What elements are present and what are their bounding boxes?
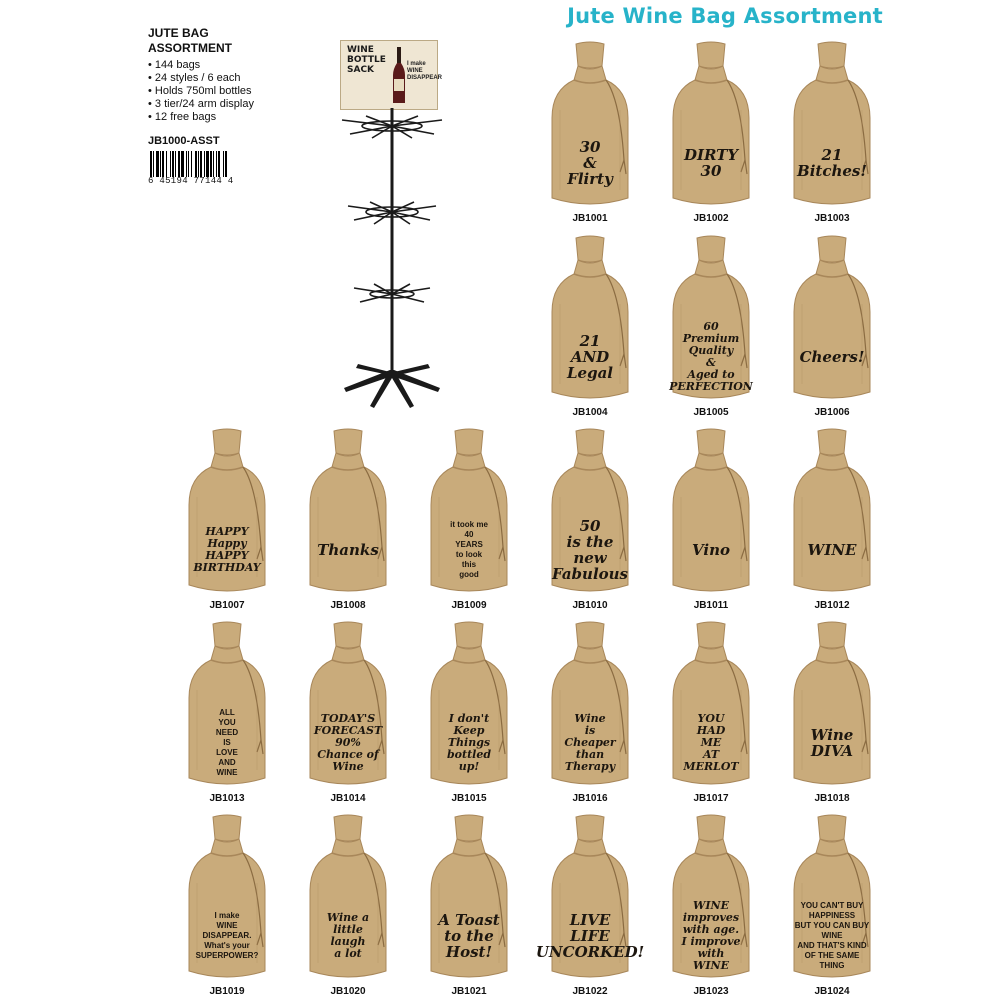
feature-item: • 24 styles / 6 each — [148, 72, 308, 85]
page-title: Jute Wine Bag Assortment — [567, 4, 883, 28]
bag-print: 60 Premium Quality & Aged to PERFECTION — [669, 320, 753, 393]
bag-print: Wine DIVA — [810, 726, 854, 760]
bag-print: ALL YOU NEED IS LOVE AND WINE — [215, 708, 239, 777]
bag-card — [661, 427, 761, 617]
feature-item: • Holds 750ml bottles — [148, 85, 308, 98]
bag-card — [661, 620, 761, 810]
poster-title: WINE BOTTLE SACK — [347, 45, 386, 75]
bag-sku-label: JB1018 — [814, 793, 850, 804]
bag-print: I make WINE DISAPPEAR. What's your SUPERPOWER? — [195, 911, 259, 960]
bag-sku-label: JB1015 — [451, 793, 487, 804]
bag-sku-label: JB1020 — [330, 986, 366, 997]
info-heading — [148, 26, 308, 56]
bag-print: Thanks — [317, 541, 379, 559]
bag-card — [782, 234, 882, 424]
bag-card — [661, 813, 761, 1003]
bag-sku-label: JB1013 — [209, 793, 245, 804]
bag-sku-label: JB1008 — [330, 600, 366, 611]
bag-card — [177, 620, 277, 810]
bag-sku-label: JB1016 — [572, 793, 608, 804]
bag-print: DIRTY 30 — [683, 146, 739, 180]
bag-sku-label: JB1022 — [572, 986, 608, 997]
bag-card — [782, 813, 882, 1003]
spinner-rack-icon — [336, 108, 448, 408]
bag-print: I don't Keep Things bottled up! — [446, 712, 492, 773]
bag-card — [298, 620, 398, 810]
bag-sku-label: JB1005 — [693, 407, 729, 418]
bag-print: HAPPY Happy HAPPY BIRTHDAY — [193, 525, 261, 574]
bag-sku-label: JB1019 — [209, 986, 245, 997]
bag-card — [419, 620, 519, 810]
bag-card — [177, 813, 277, 1003]
bag-print: Vino — [692, 541, 730, 559]
bag-card — [419, 427, 519, 617]
bag-print: YOU HAD ME AT MERLOT — [683, 712, 739, 773]
bag-sku-label: JB1024 — [814, 986, 850, 997]
bag-print: 30 & Flirty — [567, 138, 613, 188]
bag-card — [540, 234, 640, 424]
feature-item: • 3 tier/24 arm display — [148, 98, 308, 111]
bag-sku-label: JB1023 — [693, 986, 729, 997]
bag-card — [782, 427, 882, 617]
bag-print: WINE improves with age. I improve with WINE — [681, 899, 741, 972]
bag-card — [298, 813, 398, 1003]
bag-print: Wine a little laugh a lot — [326, 911, 370, 960]
bag-print: 21 Bitches! — [797, 146, 867, 180]
info-heading-line1: JUTE BAG — [148, 26, 209, 40]
bag-print: YOU CAN'T BUY HAPPINESS BUT YOU CAN BUY WINE AND THAT'S KIND OF THE SAME THING — [794, 901, 870, 970]
bag-sku-label: JB1021 — [451, 986, 487, 997]
bag-sku-label: JB1009 — [451, 600, 487, 611]
bag-print: Cheers! — [799, 348, 865, 366]
bag-sku-label: JB1004 — [572, 407, 608, 418]
bag-sku-label: JB1017 — [693, 793, 729, 804]
wine-bottle-icon — [393, 47, 405, 103]
bag-card — [782, 40, 882, 230]
display-rack — [336, 38, 448, 410]
bag-print: Wine is Cheaper than Therapy — [564, 712, 616, 773]
feature-item: • 12 free bags — [148, 111, 308, 124]
bag-card — [661, 234, 761, 424]
feature-item: • 144 bags — [148, 59, 308, 72]
assortment-sku: JB1000-ASST — [148, 135, 220, 147]
assortment-info — [148, 26, 308, 186]
bag-sku-label: JB1014 — [330, 793, 366, 804]
bag-print: it took me 40 YEARS to look this good — [450, 520, 488, 579]
bag-card — [419, 813, 519, 1003]
bag-print: TODAY'S FORECAST 90% Chance of Wine — [313, 712, 383, 773]
barcode-number: 6 45194 77144 4 — [148, 176, 234, 186]
bag-card — [535, 813, 645, 1003]
bag-sku-label: JB1001 — [572, 213, 608, 224]
bag-card — [540, 40, 640, 230]
poster-tag: I make WINE DISAPPEAR — [407, 61, 443, 81]
bag-print: LIVE LIFE UNCORKED! — [535, 911, 645, 961]
bag-print: A Toast to the Host! — [438, 911, 500, 961]
bag-sku-label: JB1012 — [814, 600, 850, 611]
bag-card — [540, 620, 640, 810]
bag-sku-label: JB1007 — [209, 600, 245, 611]
bag-sku-label: JB1011 — [693, 600, 729, 611]
bag-card — [298, 427, 398, 617]
bag-sku-label: JB1002 — [693, 213, 729, 224]
bag-card — [177, 427, 277, 617]
info-heading-line2: ASSORTMENT — [148, 41, 232, 55]
feature-list — [148, 59, 308, 124]
barcode — [148, 151, 268, 186]
bag-print: 50 is the new Fabulous — [552, 517, 628, 583]
barcode-bars — [148, 151, 266, 177]
bag-print: WINE — [807, 541, 857, 559]
bag-sku-label: JB1010 — [572, 600, 608, 611]
bag-card — [661, 40, 761, 230]
bag-card — [782, 620, 882, 810]
bag-card — [540, 427, 640, 617]
display-poster — [340, 40, 443, 110]
bag-sku-label: JB1003 — [814, 213, 850, 224]
bag-print: 21 AND Legal — [567, 332, 613, 382]
bag-sku-label: JB1006 — [814, 407, 850, 418]
